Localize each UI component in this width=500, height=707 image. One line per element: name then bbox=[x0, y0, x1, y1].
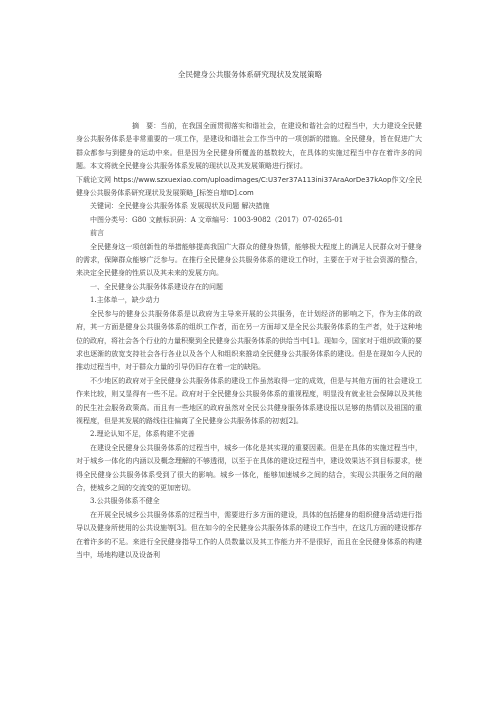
paragraph-service-system: 在开展全民城乡公共服务体系的过程当中，需要进行多方面的建设，具体的包括健身的组织健身活动进行指导以及健身所使用的公共设施等[3]。但在如今的全民健身公共服务体系的建设工作当中，在这几方面的建设都存在着许多的不足。来进行全民健身指导工作的人员数量以及其工作能力并不是很好，而且在全民健身体系的构建当中，场地构建以及设备利 bbox=[76, 510, 422, 559]
document-title: 全民健身公共服务体系研究现状及发展策略 bbox=[177, 70, 323, 79]
document-body bbox=[76, 120, 422, 562]
section-heading-problems: 一、全民健身公共服务体系建设存在的问题 bbox=[90, 282, 223, 291]
keywords-line: 关键词：全民健身公共服务体系 发展现状及问题 解决措施 bbox=[90, 202, 270, 211]
subheading-single-subject: 1.主体单一，缺少动力 bbox=[90, 296, 160, 305]
subheading-theory-cognition: 2.理论认知不足，体系构建不完善 bbox=[90, 430, 195, 439]
abstract-label: 摘 要： bbox=[132, 122, 161, 130]
download-link-line[interactable]: 下载论文网 https://www.szxuexiao.com/uploadimages/C:U37er37A113ini37AraAorDe37kAop作文/全民健身公共服务体系研究现状及发展策略_[标签自增ID].com bbox=[76, 175, 422, 198]
preface-heading: 前言 bbox=[90, 229, 104, 238]
subheading-service-system: 3.公共服务体系不健全 bbox=[90, 497, 160, 506]
paragraph-theory-cognition: 在建设全民健身公共服务体系的过程当中，城乡一体化是其实现的重要因素。但是在具体的实施过程当中，对于城乡一体化的内涵以及概念理解的不够透彻，以至于在具体的建设过程当中，建设效果达不到目标要求，使得全民健身公共服务体系受到了很大的影响。城乡一体化，能够加速城乡之间的结合，实现公共服务之间的融合，使城乡之间的交流变的更加密切。 bbox=[76, 443, 422, 492]
paragraph-single-subject-1: 全民参与的健身公共服务体系是以政府为主导来开展的公共服务，在计划经济的影响之下，作为主体的政府，其一方面是健身公共服务体系的组织工作者，而在另一方面却又是全民公共服务体系的生产者，处于这种地位的政府，将社会各个行业的力量积聚到全民健身公共服务体系的供给当中[1]。现如今，国家对于组织政策的要求也逐渐的放宽支持社会各行各业以及各个人和组织来推动全民健身公共服务体系的建设。但是在现如今人民的推动过程当中，对于群众力量的引导仍旧存在着一定的缺陷。 bbox=[76, 309, 422, 372]
abstract-paragraph bbox=[76, 120, 422, 174]
paragraph-single-subject-2: 不少地区的政府对于全民健身公共服务体系的建设工作虽然取得一定的成效，但是与其他方面的社会建设工作来比较，则又显得有一些不足。政府对于全民健身公共服务体系的重视程度，明显没有就业社会保障以及其他的民生社会服务政策高。而且有一些地区的政府虽然对全民公共健身服务体系建设报以足够的热情以及祖国的重视程度，但是其发展的路线往往偏离了全民健身公共服务体系的初衷[2]。 bbox=[76, 376, 422, 425]
preface-paragraph: 全民健身这一项创新性的举措能够提高我国广大群众的健身热情，能够极大程度上的满足人民群众对于健身的需求，保障群众能够广泛参与。在推行全民健身公共服务体系的建设工作时，主要在于对于社会资源的整合，来决定全民健身的性质以及其未来的发展方向。 bbox=[76, 242, 422, 278]
abstract-text: 当前，在我国全面贯彻落实和谐社会，在建设和谐社会的过程当中，大力建设全民健身公共服务体系是非常重要的一项工作，是建设和谐社会工作当中的一项创新的措施。全民健身，旨在促进广大群众都参与到健身的运动中来。但是因为全民健身所覆盖的基数较大，在具体的实施过程当中存在着许多的问题。本文将就全民健身公共服务体系发展的现状以及其发展策略进行探讨。 bbox=[76, 122, 423, 171]
classification-line: 中图分类号：G80 文献标识码：A 文章编号：1003-9082（2017）07-0265-01 bbox=[90, 215, 344, 224]
